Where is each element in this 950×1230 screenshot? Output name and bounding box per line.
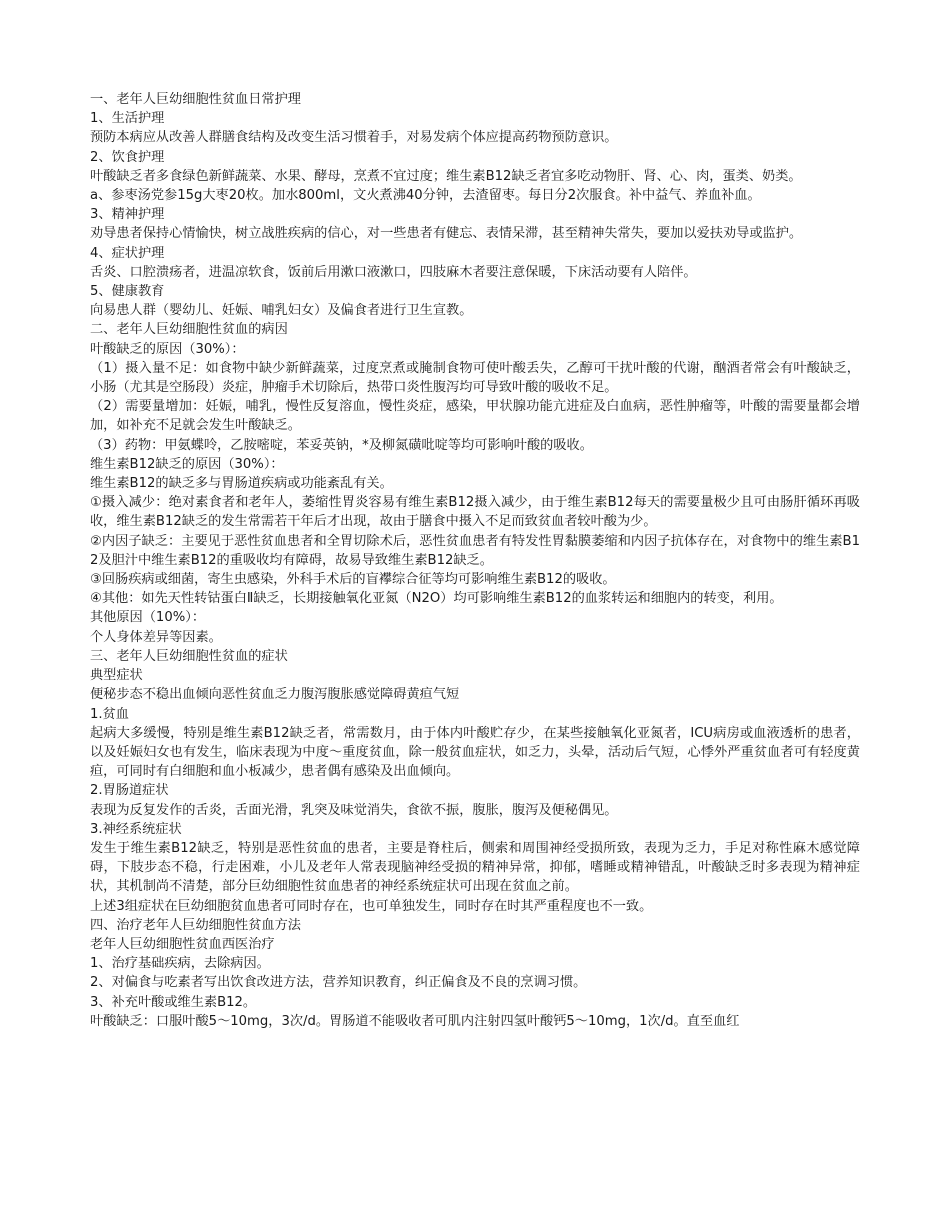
paragraph: 维生素B12的缺乏多与胃肠道疾病或功能紊乱有关。 bbox=[90, 476, 393, 492]
subheading-anemia: 1.贫血 bbox=[90, 706, 129, 722]
subheading-western-treatment: 老年人巨幼细胞性贫血西医治疗 bbox=[90, 936, 275, 952]
paragraph: 3、补充叶酸或维生素B12。 bbox=[90, 994, 257, 1010]
subheading-other-causes: 其他原因（10%）： bbox=[90, 610, 206, 626]
paragraph: 便秘步态不稳出血倾向恶性贫血乏力腹泻腹胀感觉障碍黄疸气短 bbox=[90, 687, 460, 703]
paragraph: （1）摄入量不足：如食物中缺少新鲜蔬菜，过度烹煮或腌制食物可使叶酸丢失，乙醇可干扰叶酸的代谢，酗酒者常会有叶酸缺乏，小肠（尤其是空肠段）炎症，肿瘤手术切除后，热带口炎性腹泻均可导致叶酸的吸收不足。 bbox=[90, 360, 860, 396]
paragraph: 向易患人群（婴幼儿、妊娠、哺乳妇女）及偏食者进行卫生宣教。 bbox=[90, 303, 473, 319]
paragraph: 预防本病应从改善人群膳食结构及改变生活习惯着手，对易发病个体应提高药物预防意识。 bbox=[90, 130, 618, 146]
paragraph: （2）需要量增加：妊娠，哺乳，慢性反复溶血，慢性炎症，感染，甲状腺功能亢进症及白血病，恶性肿瘤等，叶酸的需要量都会增加，如补充不足就会发生叶酸缺乏。 bbox=[90, 399, 860, 434]
paragraph: ②内因子缺乏：主要见于恶性贫血患者和全胃切除术后，恶性贫血患者有特发性胃黏膜萎缩和内因子抗体存在，对食物中的维生素B12及胆汁中维生素B12的重吸收均有障碍，故易导致维生素B12缺乏。 bbox=[90, 533, 860, 568]
paragraph: a、参枣汤党参15g大枣20枚。加水800ml，文火煮沸40分钟，去渣留枣。每日分2次服食。补中益气、养血补血。 bbox=[90, 188, 761, 204]
paragraph: 叶酸缺乏：口服叶酸5～10mg，3次/d。胃肠道不能吸收者可肌内注射四氢叶酸钙5～10mg，1次/d。直至血红 bbox=[90, 1013, 740, 1029]
paragraph: ④其他：如先天性转钴蛋白Ⅱ缺乏，长期接触氧化亚氮（N2O）均可影响维生素B12的血浆转运和细胞内的转变，利用。 bbox=[90, 591, 783, 607]
paragraph: 劝导患者保持心情愉快，树立战胜疾病的信心，对一些患者有健忘、表情呆滞，甚至精神失常失，要加以爱扶劝导或监护。 bbox=[90, 226, 803, 242]
paragraph: 个人身体差异等因素。 bbox=[90, 629, 222, 645]
subheading-health-education: 5、健康教育 bbox=[90, 284, 165, 300]
paragraph: 发生于维生素B12缺乏，特别是恶性贫血的患者，主要是脊柱后，侧索和周围神经受损所致，表现为乏力，手足对称性麻木感觉障碍，下肢步态不稳，行走困难，小儿及老年人常表现脑神经受损的精神异常，抑郁，嗜睡或精神错乱，叶酸缺乏时多表现为精神症状，其机制尚不清楚，部分巨幼细胞性贫血患者的神经系统症状可出现在贫血之前。 bbox=[90, 840, 860, 895]
paragraph: 舌炎、口腔溃疡者，进温凉软食，饭前后用漱口液漱口，四肢麻木者要注意保暖，下床活动要有人陪伴。 bbox=[90, 264, 697, 280]
subheading-b12-causes: 维生素B12缺乏的原因（30%）： bbox=[90, 456, 284, 472]
subheading-symptom-care: 4、症状护理 bbox=[90, 245, 165, 261]
subheading-folate-causes: 叶酸缺乏的原因（30%）： bbox=[90, 341, 245, 357]
paragraph: 2、对偏食与吃素者写出饮食改进方法，营养知识教育，纠正偏食及不良的烹调习惯。 bbox=[90, 975, 587, 991]
paragraph: 叶酸缺乏者多食绿色新鲜蔬菜、水果、酵母，烹煮不宜过度；维生素B12缺乏者宜多吃动物肝、肾、心、肉，蛋类、奶类。 bbox=[90, 168, 802, 184]
paragraph: ①摄入减少：绝对素食者和老年人，萎缩性胃炎容易有维生素B12摄入减少，由于维生素B12每天的需要量极少且可由肠肝循环再吸收，维生素B12缺乏的发生常需若干年后才出现，故由于膳食中摄入不足而致贫血者较叶酸为少。 bbox=[90, 495, 860, 530]
subheading-diet-care: 2、饮食护理 bbox=[90, 149, 165, 165]
heading-section-2: 二、老年人巨幼细胞性贫血的病因 bbox=[90, 322, 288, 338]
heading-section-4: 四、治疗老年人巨幼细胞性贫血方法 bbox=[90, 917, 301, 933]
subheading-typical-symptoms: 典型症状 bbox=[90, 668, 143, 684]
subheading-neuro-symptoms: 3.神经系统症状 bbox=[90, 821, 182, 837]
subheading-life-care: 1、生活护理 bbox=[90, 111, 165, 127]
heading-section-1: 一、老年人巨幼细胞性贫血日常护理 bbox=[90, 92, 301, 107]
heading-section-3: 三、老年人巨幼细胞性贫血的症状 bbox=[90, 648, 288, 664]
paragraph: （3）药物：甲氨蝶呤，乙胺嘧啶，苯妥英钠，*及柳氮磺吡啶等均可影响叶酸的吸收。 bbox=[90, 437, 593, 453]
subheading-mental-care: 3、精神护理 bbox=[90, 207, 165, 223]
paragraph: ③回肠疾病或细菌，寄生虫感染，外科手术后的盲襻综合征等均可影响维生素B12的吸收。 bbox=[90, 572, 616, 588]
paragraph: 起病大多缓慢，特别是维生素B12缺乏者，常需数月，由于体内叶酸贮存少，在某些接触氧化亚氮者，ICU病房或血液透析的患者，以及妊娠妇女也有发生，临床表现为中度～重度贫血，除一般贫血症状，如乏力，头晕，活动后气短，心悸外严重贫血者可有轻度黄疸，可同时有白细胞和血小板减少，患者偶有感染及出血倾向。 bbox=[90, 725, 860, 780]
paragraph: 表现为反复发作的舌炎，舌面光滑，乳突及味觉消失，食欲不振，腹胀，腹泻及便秘偶见。 bbox=[90, 802, 618, 818]
paragraph: 1、治疗基础疾病，去除病因。 bbox=[90, 956, 270, 972]
document-body bbox=[90, 90, 860, 1031]
paragraph: 上述3组症状在巨幼细胞贫血患者可同时存在，也可单独发生，同时存在时其严重程度也不一致。 bbox=[90, 898, 653, 914]
subheading-gi-symptoms: 2.胃肠道症状 bbox=[90, 783, 169, 799]
